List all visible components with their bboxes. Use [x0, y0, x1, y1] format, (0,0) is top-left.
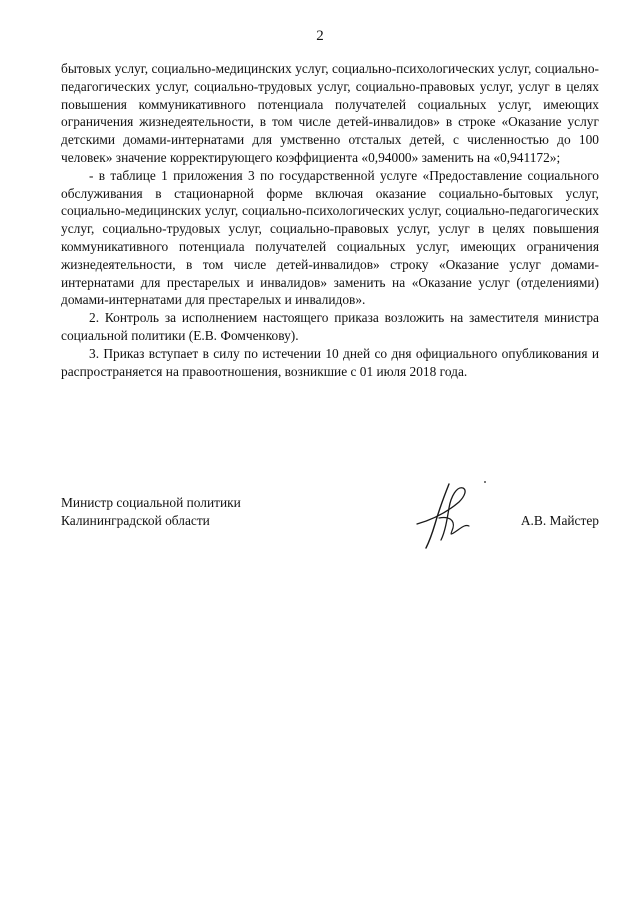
- signature-block: [61, 494, 599, 564]
- page-number: 2: [316, 28, 324, 44]
- paragraph-1: бытовых услуг, социально-медицинских услуг, социально-психологических услуг, социально-педагогических услуг, социально-трудовых услуг, социально-правовых услуг, услуг в целях повышения коммуникативного потенциала получателей социальных услуг, имеющих ограничения жизнедеятельности, в том числе детей-инвалидов» в строке «Оказание услуг детскими домами-интернатами для умственно отсталых детей, с численностью до 100 человек» значение корректирующего коэффициента «0,94000» заменить на «0,941172»;: [61, 61, 599, 165]
- paragraph-3: 2. Контроль за исполнением настоящего приказа возложить на заместителя министра социальной политики (Е.В. Фомченкову).: [61, 310, 599, 343]
- paragraph-2: - в таблице 1 приложения 3 по государственной услуге «Предоставление социального обслуживания в стационарной форме включая оказание социально-бытовых услуг, социально-медицинских услуг, социально-психологических услуг, социально-педагогических услуг, социально-трудовых услуг, социально-правовых услуг, услуг в целях повышения коммуникативного потенциала получателей социальных услуг, имеющих ограничения жизнедеятельности, в том числе детей-инвалидов» строку «Оказание услуг домами-интернатами для престарелых и инвалидов» заменить на «Оказание услуг (отделениями) домами-интернатами для престарелых и инвалидов».: [61, 167, 599, 308]
- handwritten-signature: [409, 480, 499, 552]
- signer-title-line1: Министр социальной политики: [61, 495, 241, 510]
- document-body: [61, 60, 599, 380]
- paragraph-4: 3. Приказ вступает в силу по истечении 10 дней со дня официального опубликования и распространяется на правоотношения, возникшие с 01 июля 2018 года.: [61, 345, 599, 379]
- signer-title: [61, 494, 241, 530]
- signer-title-line2: Калининградской области: [61, 513, 210, 528]
- signer-name: А.В. Майстер: [520, 513, 599, 528]
